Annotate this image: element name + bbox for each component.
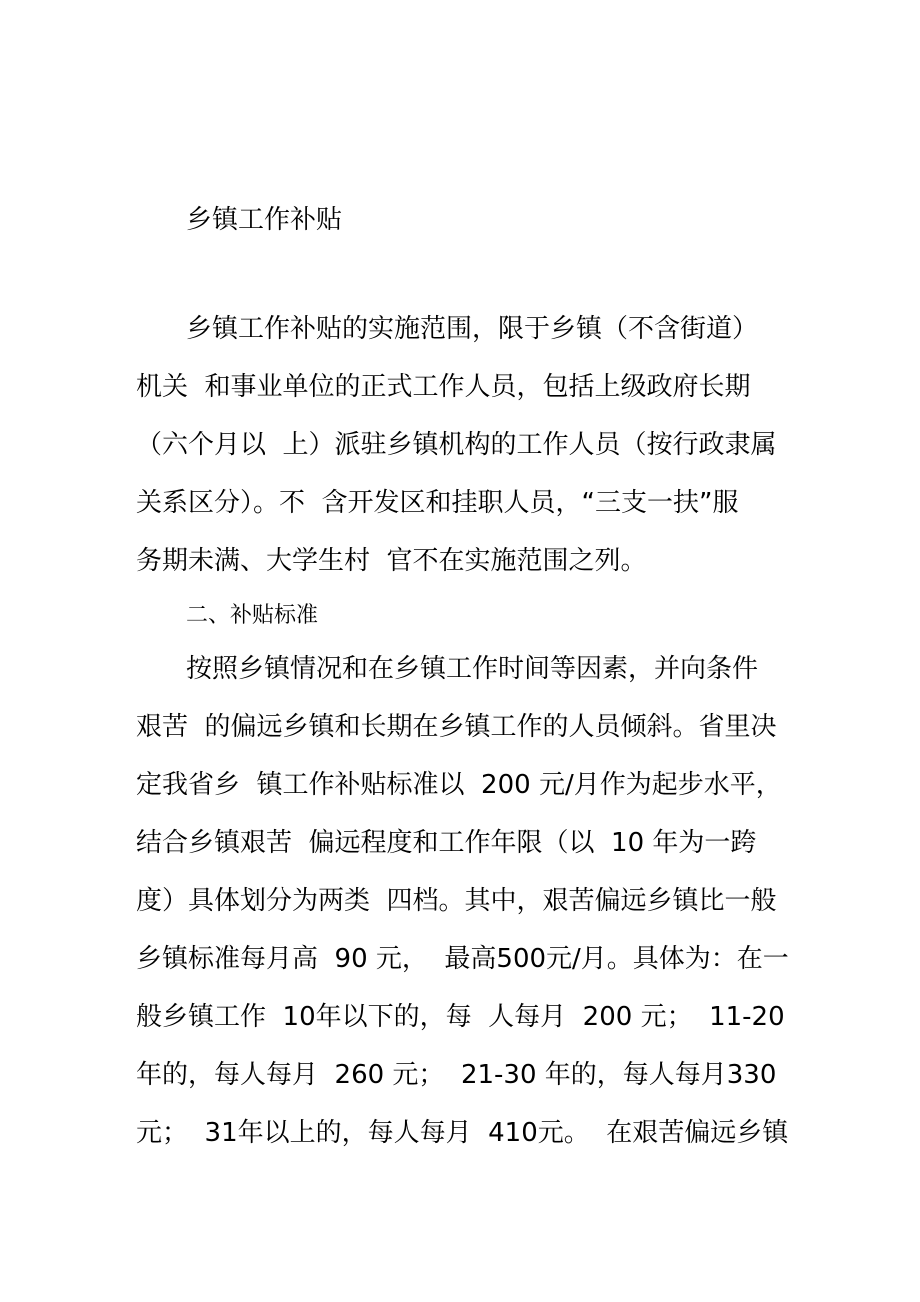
paragraph-line: 度）具体划分为两类 四档。其中，艰苦偏远乡镇比一般 [136,886,777,916]
paragraph-line: 务期未满、大学生村 官不在实施范围之列。 [136,546,647,576]
document-title: 乡镇工作补贴 [186,205,343,235]
paragraph-line: 定我省乡 镇工作补贴标准以 200 元/月作为起步水平， [136,770,782,800]
paragraph-line: 关系区分）。不 含开发区和挂职人员，“三支一扶”服 [136,488,739,518]
paragraph-line: 乡镇工作补贴的实施范围，限于乡镇（不含街道） [186,314,759,344]
paragraph-line: 年的，每人每月 260 元； 21-30 年的，每人每月330 [136,1060,777,1090]
paragraph-line: 般乡镇工作 10年以下的，每 人每月 200 元； 11-20 [136,1002,785,1032]
paragraph-line: 结合乡镇艰苦 偏远程度和工作年限（以 10 年为一跨 [136,828,757,858]
paragraph-line: 艰苦 的偏远乡镇和长期在乡镇工作的人员倾斜。省里决 [136,712,777,742]
section-heading-subsidy-standard: 二、补贴标准 [186,603,319,628]
paragraph-line: 元； 31年以上的，每人每月 410元。 在艰苦偏远乡镇 [136,1118,789,1148]
paragraph-line: 机关 和事业单位的正式工作人员，包括上级政府长期 [136,372,751,402]
scope-paragraph [0,306,920,596]
paragraph-line: 乡镇标准每月高 90 元， 最高500元/月。具体为：在一 [136,944,789,974]
paragraph-line: 按照乡镇情况和在乡镇工作时间等因素，并向条件 [186,654,759,684]
standard-paragraph [0,646,920,1168]
paragraph-line: （六个月以 上）派驻乡镇机构的工作人员（按行政隶属 [136,430,777,460]
